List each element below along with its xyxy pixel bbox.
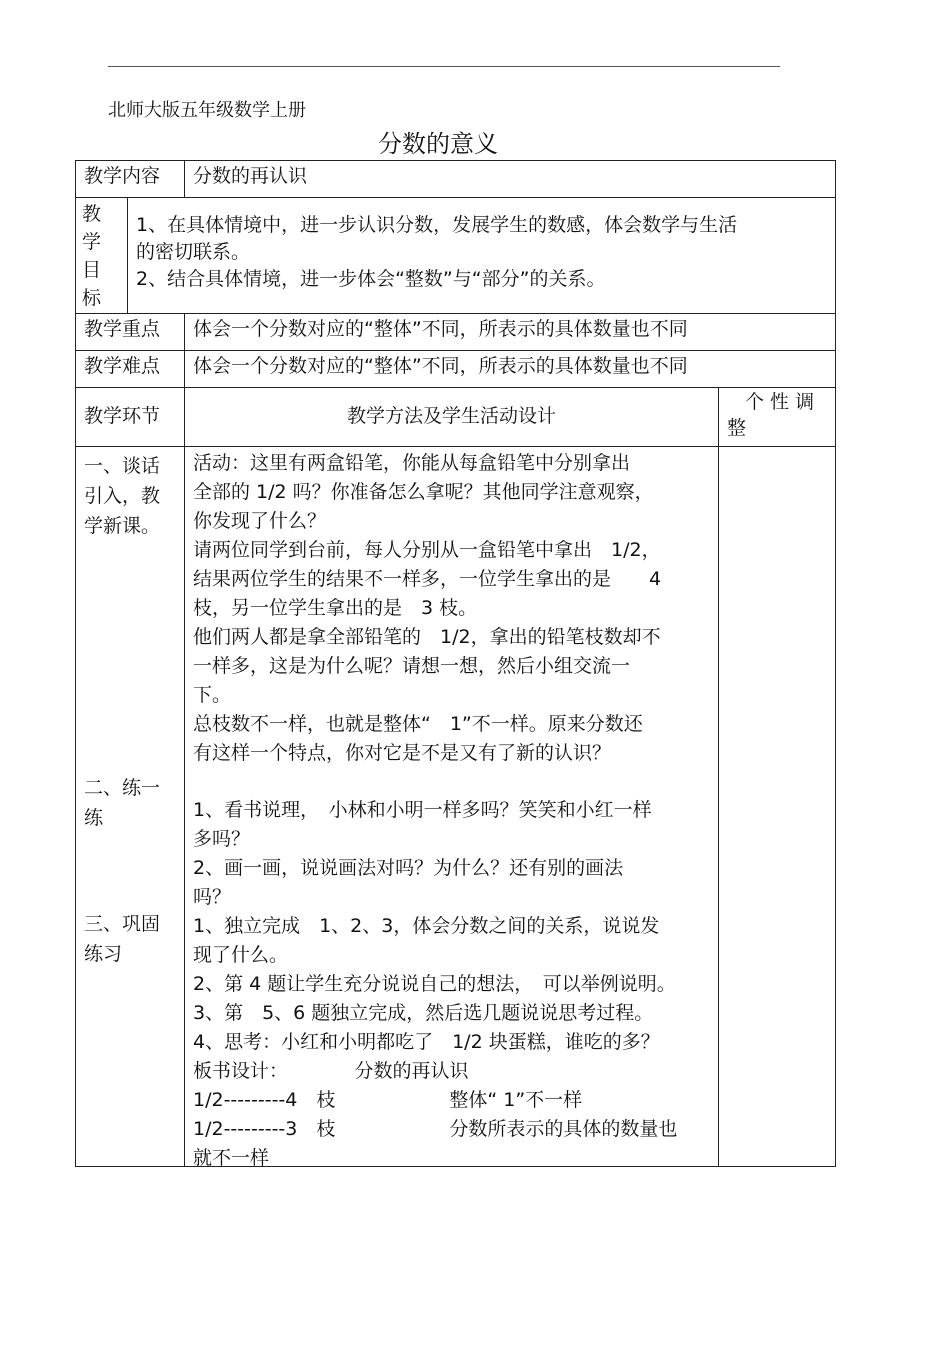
body-line: 枝，另一位学生拿出的是 3 枝。 [193,597,478,619]
body-line: 总枝数不一样，也就是整体“ 1”不一样。原来分数还 [193,713,643,735]
body-line: 板书设计： 分数的再认识 [193,1060,469,1082]
body-line: 1/2---------4 枝 整体“ 1”不一样 [193,1089,583,1111]
body-line: 下。 [193,684,232,706]
stage-text: 三、巩固 [84,913,161,935]
stage-text: 二、练一 [84,777,161,799]
stage-text: 练 [84,807,104,829]
body-line: 活动：这里有两盒铅笔，你能从每盒铅笔中分别拿出 [193,452,631,474]
goals-value [127,197,836,314]
goals-label-char: 教 [82,203,102,225]
body-line: 一样多，这是为什么呢？请想一想，然后小组交流一 [193,655,631,677]
body-line: 2、画一画，说说画法对吗？为什么？还有别的画法 [193,857,624,879]
key-point-label: 教学重点 [75,313,185,351]
body-line: 多吗？ [193,828,251,850]
goals-label-char: 目 [82,259,102,281]
goals-label [75,197,128,314]
header-rule [108,66,780,67]
goal-line: 1、在具体情境中，进一步认识分数，发展学生的数感，体会数学与生活 [136,214,738,236]
content-label: 教学内容 [75,160,185,198]
content-value: 分数的再认识 [184,160,836,198]
body-line: 就不一样 [193,1147,270,1169]
method-body [184,446,719,1167]
body-line: 全部的 1/2 吗？你准备怎么拿呢？其他同学注意观察， [193,481,654,503]
body-line: 3、第 5、6 题独立完成，然后选几题说说思考过程。 [193,1002,654,1024]
body-line: 1、看书说理， 小林和小明一样多吗？笑笑和小红一样 [193,799,652,821]
body-line: 1/2---------3 枝 分数所表示的具体的数量也 [193,1118,678,1140]
body-line: 你发现了什么？ [193,510,327,532]
page-title: 分数的意义 [378,130,498,158]
adjust-column [718,446,836,1167]
body-line: 结果两位学生的结果不一样多，一位学生拿出的是 4 [193,568,662,590]
stage-column [75,446,185,1167]
body-line: 他们两人都是拿全部铅笔的 1/2，拿出的铅笔枝数却不 [193,626,661,648]
stage-text: 学新课。 [84,515,161,537]
stage-text: 练习 [84,943,123,965]
adjust-header-line: 整 [727,417,747,439]
goals-label-char: 标 [82,287,102,309]
body-line: 吗？ [193,886,232,908]
difficulty-label: 教学难点 [75,350,185,388]
goal-line: 的密切联系。 [136,241,251,263]
key-point-value: 体会一个分数对应的“整体”不同，所表示的具体数量也不同 [184,313,836,351]
stage-column-header: 教学环节 [75,387,185,447]
body-line: 1、独立完成 1、2、3，体会分数之间的关系，说说发 [193,915,660,937]
method-column-header: 教学方法及学生活动设计 [184,387,719,447]
stage-text: 一、谈话 [84,455,161,477]
goals-label-char: 学 [82,231,102,253]
body-line: 有这样一个特点，你对它是不是又有了新的认识？ [193,742,612,764]
adjust-header-line: 个 性 调 [745,391,815,413]
difficulty-value: 体会一个分数对应的“整体”不同，所表示的具体数量也不同 [184,350,836,388]
book-subtitle: 北师大版五年级数学上册 [108,100,306,121]
goal-line: 2、结合具体情境，进一步体会“整数”与“部分”的关系。 [136,268,606,290]
stage-text: 引入，教 [84,485,161,507]
body-line: 现了什么。 [193,944,289,966]
body-line: 2、第 4 题让学生充分说说自己的想法， 可以举例说明。 [193,973,676,995]
body-line: 4、思考：小红和小明都吃了 1/2 块蛋糕，谁吃的多？ [193,1031,660,1053]
body-line: 请两位同学到台前，每人分别从一盒铅笔中拿出 1/2， [193,539,661,561]
adjust-column-header [718,387,836,447]
